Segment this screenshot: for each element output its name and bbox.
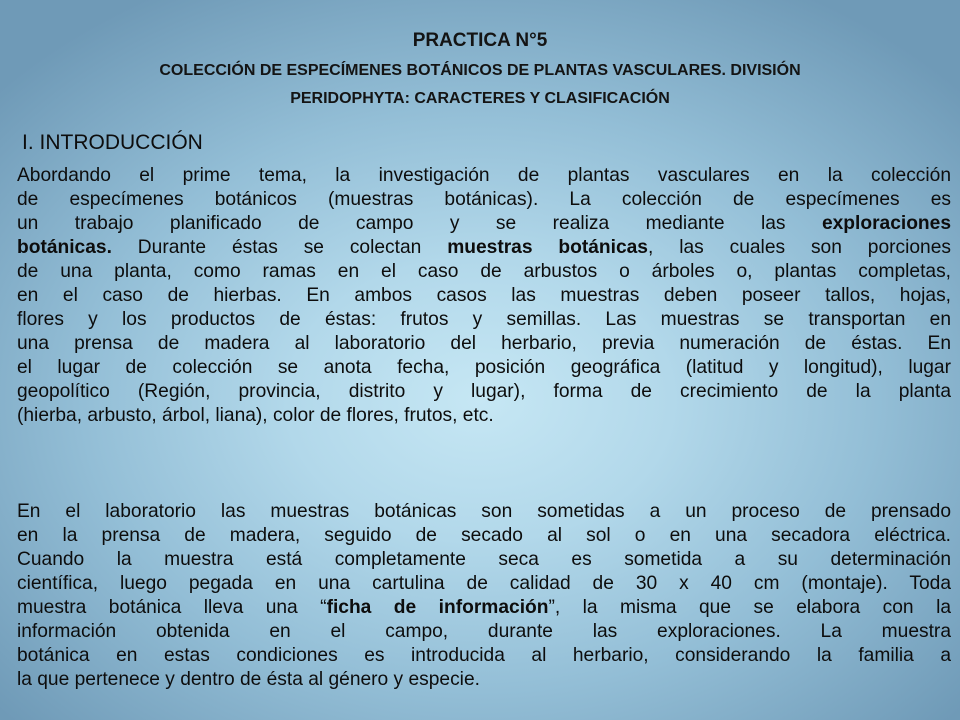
paragraph-1-line-2: de especímenes botánicos (muestras botánicas). La colección de especímenes es bbox=[17, 189, 951, 210]
paragraph-1-line-10: geopolítico (Región, provincia, distrito y lugar), forma de crecimiento de la planta bbox=[17, 381, 951, 402]
paragraph-2-line-3: Cuando la muestra está completamente seca es sometida a su determinación bbox=[17, 549, 951, 570]
bold-term-muestras-botanicas: muestras botánicas bbox=[447, 237, 648, 258]
paragraph-1-line-3 bbox=[17, 212, 951, 236]
line-3-text: un trabajo planificado de campo y se realiza mediante las bbox=[17, 213, 822, 234]
paragraph-1-line-9: el lugar de colección se anota fecha, posición geográfica (latitud y longitud), lugar bbox=[17, 357, 951, 378]
line-5-text: muestra botánica lleva una “ bbox=[17, 597, 327, 618]
slide-title: PRACTICA N°5 bbox=[412, 30, 548, 51]
bold-term-botanicas: botánicas. bbox=[17, 237, 112, 258]
paragraph-1-line-6: en el caso de hierbas. En ambos casos las muestras deben poseer tallos, hojas, bbox=[17, 285, 951, 306]
introduction-paragraph-2 bbox=[17, 500, 951, 692]
paragraph-2-line-6: información obtenida en el campo, durante las exploraciones. La muestra bbox=[17, 621, 951, 642]
paragraph-1-line-11: (hierba, arbusto, árbol, liana), color de flores, frutos, etc. bbox=[17, 405, 494, 426]
paragraph-1-line-4 bbox=[17, 236, 951, 260]
bold-term-ficha-de-informacion: ficha de información bbox=[326, 597, 549, 618]
line-4-text: Durante éstas se colectan bbox=[111, 237, 448, 258]
paragraph-1-line-7: flores y los productos de éstas: frutos y semillas. Las muestras se transportan en bbox=[17, 309, 951, 330]
paragraph-2-line-4: científica, luego pegada en una cartulina de calidad de 30 x 40 cm (montaje). Toda bbox=[17, 573, 951, 594]
paragraph-1-line-5: de una planta, como ramas en el caso de arbustos o árboles o, plantas completas, bbox=[17, 261, 951, 282]
line-4-text-end: , las cuales son porciones bbox=[647, 237, 951, 258]
paragraph-2-line-8: la que pertenece y dentro de ésta al género y especie. bbox=[17, 669, 480, 690]
section-heading: I. INTRODUCCIÓN bbox=[22, 131, 203, 154]
slide-subtitle-line-2: PERIDOPHYTA: CARACTERES Y CLASIFICACIÓN bbox=[290, 90, 670, 107]
paragraph-2-line-7: botánica en estas condiciones es introducida al herbario, considerando la familia a bbox=[17, 645, 951, 666]
paragraph-2-line-1: En el laboratorio las muestras botánicas son sometidas a un proceso de prensado bbox=[17, 501, 951, 522]
bold-term-exploraciones: exploraciones bbox=[821, 213, 951, 234]
paragraph-2-line-5 bbox=[17, 596, 951, 620]
paragraph-1-line-1: Abordando el prime tema, la investigación de plantas vasculares en la colección bbox=[17, 165, 951, 186]
paragraph-2-line-2: en la prensa de madera, seguido de secado al sol o en una secadora eléctrica. bbox=[17, 525, 951, 546]
paragraph-1-line-8: una prensa de madera al laboratorio del herbario, previa numeración de éstas. En bbox=[17, 333, 951, 354]
line-5-text-end: ”, la misma que se elabora con la bbox=[548, 597, 951, 618]
introduction-paragraph-1 bbox=[17, 164, 951, 428]
slide-subtitle-line-1: COLECCIÓN DE ESPECÍMENES BOTÁNICOS DE PLANTAS VASCULARES. DIVISIÓN bbox=[159, 62, 801, 79]
